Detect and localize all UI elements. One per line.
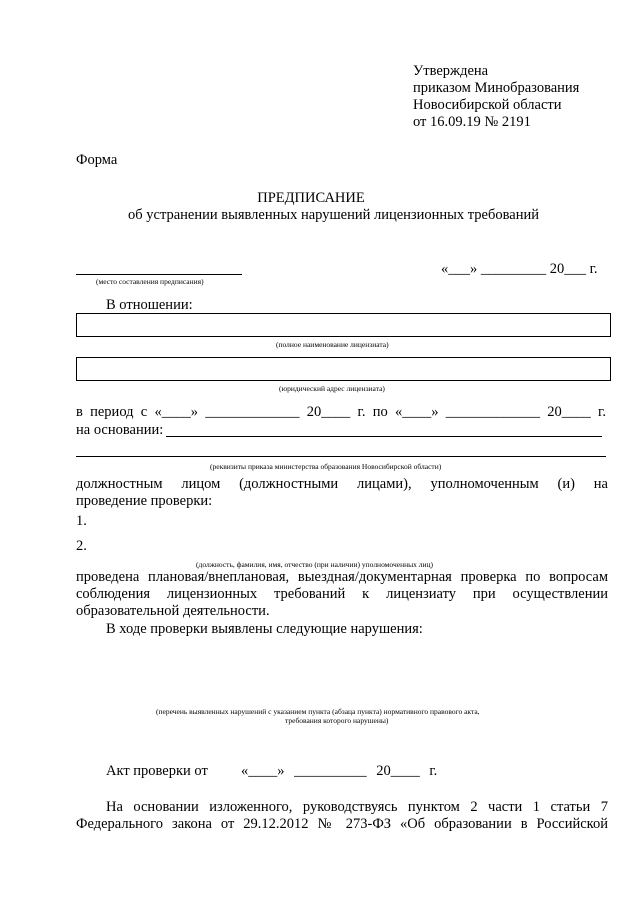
basis-paragraph-line-2: Федерального закона от 29.12.2012 № 273-ФЗ «Об образовании в Российской [76,816,608,832]
officials-caption: (должность, фамилия, имя, отчество (при наличии) уполномоченных лиц) [196,560,434,569]
licensee-name-caption: (полное наименование лицензиата) [276,340,389,349]
inspection-line-2: соблюдения лицензионных требований к лицензиату при осуществлении [76,586,608,602]
violations-caption-1: (перечень выявленных нарушений с указанием пункта (абзаца пункта) нормативного правового акта, [156,707,480,716]
inspection-line-3: образовательной деятельности. [76,603,270,619]
licensee-name-field[interactable] [76,313,611,337]
officials-line-2: проведение проверки: [76,493,213,509]
approval-line-4: от 16.09.19 № 2191 [413,114,531,130]
document-title: ПРЕДПИСАНИЕ [257,190,365,206]
licensee-address-caption: (юридический адрес лицензиата) [279,384,385,393]
approval-line-3: Новосибирской области [413,97,562,113]
place-caption: (место составления предписания) [96,277,204,286]
violations-label: В ходе проверки выявлены следующие нарушения: [106,621,423,637]
basis-underline [166,436,602,437]
document-subtitle: об устранении выявленных нарушений лицензионных требований [128,207,539,223]
basis-paragraph-line-1: На основании изложенного, руководствуясь пунктом 2 части 1 статьи 7 [106,799,608,815]
officials-line-1: должностным лицом (должностными лицами), уполномоченным (и) на [76,476,608,492]
approval-line-1: Утверждена [413,63,489,79]
official-item-1: 1. [76,513,87,529]
regarding-label: В отношении: [106,297,193,313]
act-date: «____» __________ 20____ г. [241,763,438,779]
basis-underline-2 [76,456,606,457]
period-line: в период с «____» _____________ 20____ г. по «____» _____________ 20____ г. [76,404,606,420]
violations-caption-2: требования которого нарушены) [285,716,389,725]
form-label: Форма [76,152,118,168]
date-line: «___» _________ 20___ г. [441,261,598,277]
approval-line-2: приказом Минобразования [413,80,580,96]
basis-label: на основании: [76,422,164,438]
place-underline [76,274,242,275]
licensee-address-field[interactable] [76,357,611,381]
order-caption: (реквизиты приказа министерства образования Новосибирской области) [210,462,442,471]
official-item-2: 2. [76,538,87,554]
inspection-line-1: проведена плановая/внеплановая, выездная/документарная проверка по вопросам [76,569,608,585]
act-label: Акт проверки от [106,763,208,779]
